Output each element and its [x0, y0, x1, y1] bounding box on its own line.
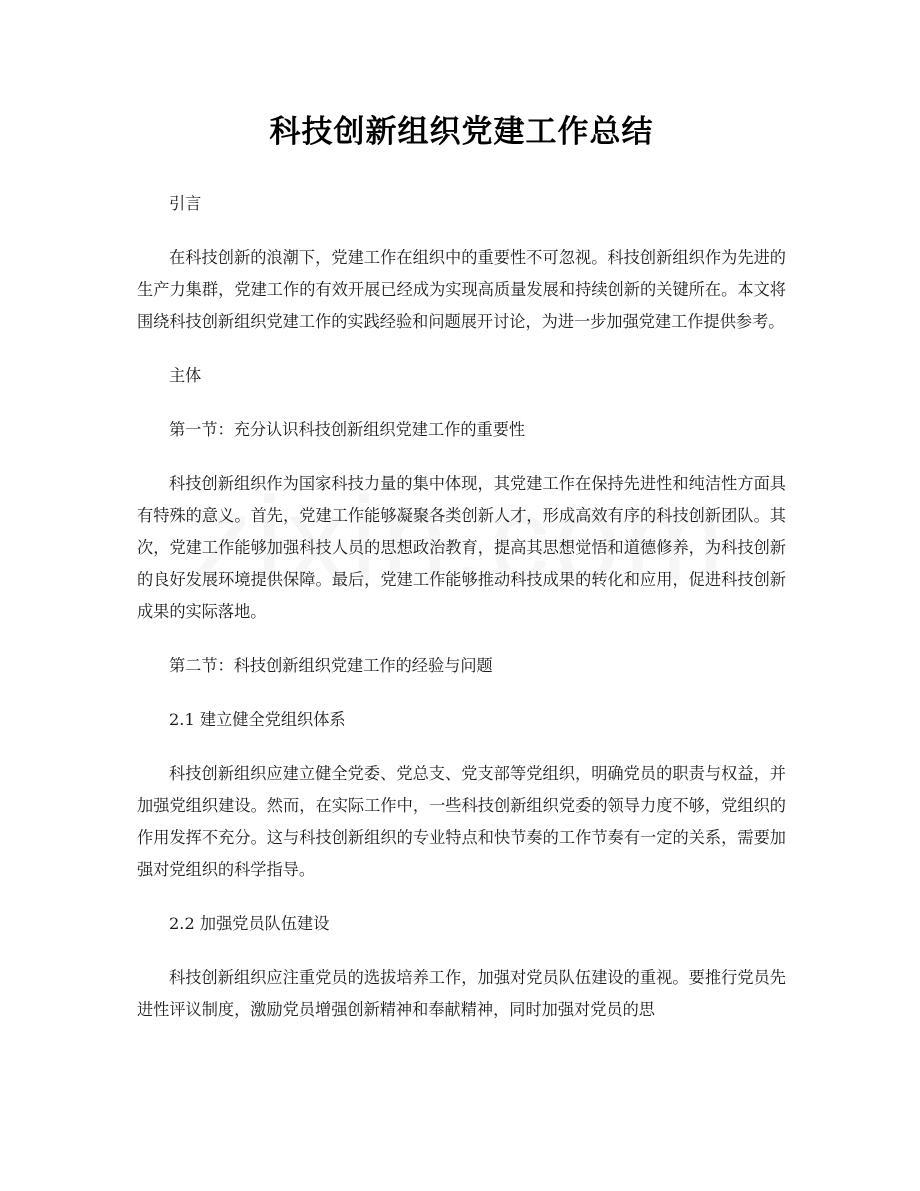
subsection-heading-2-1: 2.1 建立健全党组织体系: [169, 710, 346, 729]
paragraph-2-2: 科技创新组织应注重党员的选拔培养工作，加强对党员队伍建设的重视。要推行党员先进性评议制度，激励党员增强创新精神和奉献精神，同时加强对党员的思: [137, 968, 786, 1019]
section-heading-body: 主体: [169, 366, 202, 385]
document-title: 科技创新组织党建工作总结: [269, 114, 654, 150]
paragraph-2-1: 科技创新组织应建立健全党委、党总支、党支部等党组织，明确党员的职责与权益，并加强党组织建设。然而，在实际工作中，一些科技创新组织党委的领导力度不够，党组织的作用发挥不充分。这与科技创新组织的专业特点和快节奏的工作节奏有一定的关系，需要加强对党组织的科学指导。: [137, 764, 786, 879]
section-heading-intro: 引言: [169, 194, 202, 213]
section-heading-part1: 第一节：充分认识科技创新组织党建工作的重要性: [169, 420, 526, 439]
subsection-heading-2-2: 2.2 加强党员队伍建设: [169, 914, 330, 933]
paragraph-part1: 科技创新组织作为国家科技力量的集中体现，其党建工作在保持先进性和纯洁性方面具有特殊的意义。首先，党建工作能够凝聚各类创新人才，形成高效有序的科技创新团队。其次，党建工作能够加强科技人员的思想政治教育，提高其思想觉悟和道德修养，为科技创新的良好发展环境提供保障。最后，党建工作能够推动科技成果的转化和应用，促进科技创新成果的实际落地。: [137, 474, 786, 621]
paragraph-intro: 在科技创新的浪潮下，党建工作在组织中的重要性不可忽视。科技创新组织作为先进的生产力集群，党建工作的有效开展已经成为实现高质量发展和持续创新的关键所在。本文将围绕科技创新组织党建工作的实践经验和问题展开讨论，为进一步加强党建工作提供参考。: [137, 248, 786, 331]
section-heading-part2: 第二节：科技创新组织党建工作的经验与问题: [169, 656, 493, 675]
